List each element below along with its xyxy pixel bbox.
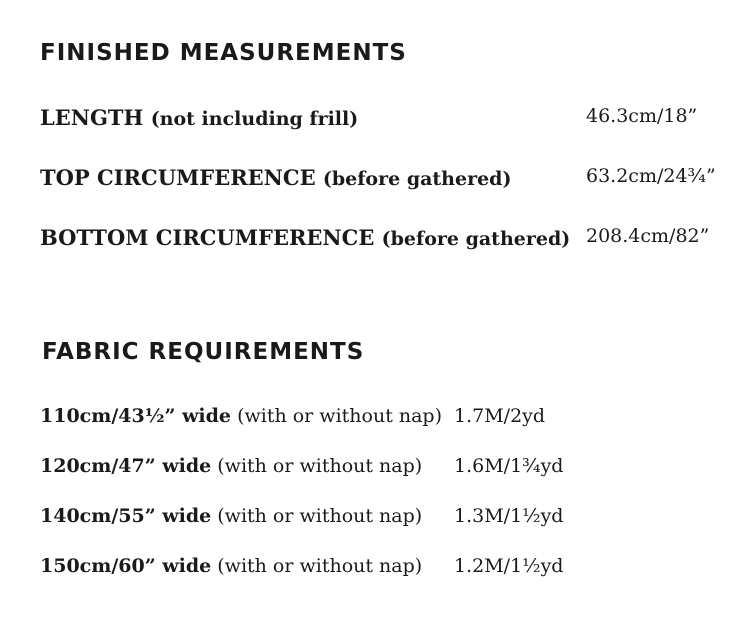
fabric-note: (with or without nap) (237, 405, 443, 427)
fabric-amount: 1.2M/1½yd (454, 555, 564, 577)
fabric-width: 150cm/60” wide (40, 555, 212, 577)
measurement-value: 63.2cm/24¾” (586, 165, 716, 187)
measurement-name: LENGTH (40, 105, 144, 130)
fabric-label (40, 505, 422, 527)
measurement-label (40, 165, 511, 190)
fabric-width: 140cm/55” wide (40, 505, 212, 527)
fabric-note: (with or without nap) (217, 555, 423, 577)
fabric-note: (with or without nap) (217, 455, 423, 477)
finished-measurements-heading: FINISHED MEASUREMENTS (40, 40, 407, 66)
measurement-note: (not including frill) (150, 108, 359, 130)
fabric-width: 110cm/43½” wide (40, 405, 232, 427)
fabric-amount: 1.3M/1½yd (454, 505, 564, 527)
measurement-name: TOP CIRCUMFERENCE (40, 165, 316, 190)
measurement-value: 208.4cm/82” (586, 225, 710, 247)
fabric-label (40, 555, 422, 577)
measurement-label (40, 225, 570, 250)
measurement-name: BOTTOM CIRCUMFERENCE (40, 225, 375, 250)
fabric-label (40, 455, 422, 477)
fabric-amount: 1.6M/1¾yd (454, 455, 564, 477)
measurement-note: (before gathered) (381, 228, 571, 250)
fabric-amount: 1.7M/2yd (454, 405, 546, 427)
fabric-requirements-heading: FABRIC REQUIREMENTS (42, 339, 365, 365)
fabric-note: (with or without nap) (217, 505, 423, 527)
measurement-note: (before gathered) (322, 168, 512, 190)
fabric-label (40, 405, 442, 427)
fabric-width: 120cm/47” wide (40, 455, 212, 477)
measurement-value: 46.3cm/18” (586, 105, 698, 127)
measurement-label (40, 105, 358, 130)
